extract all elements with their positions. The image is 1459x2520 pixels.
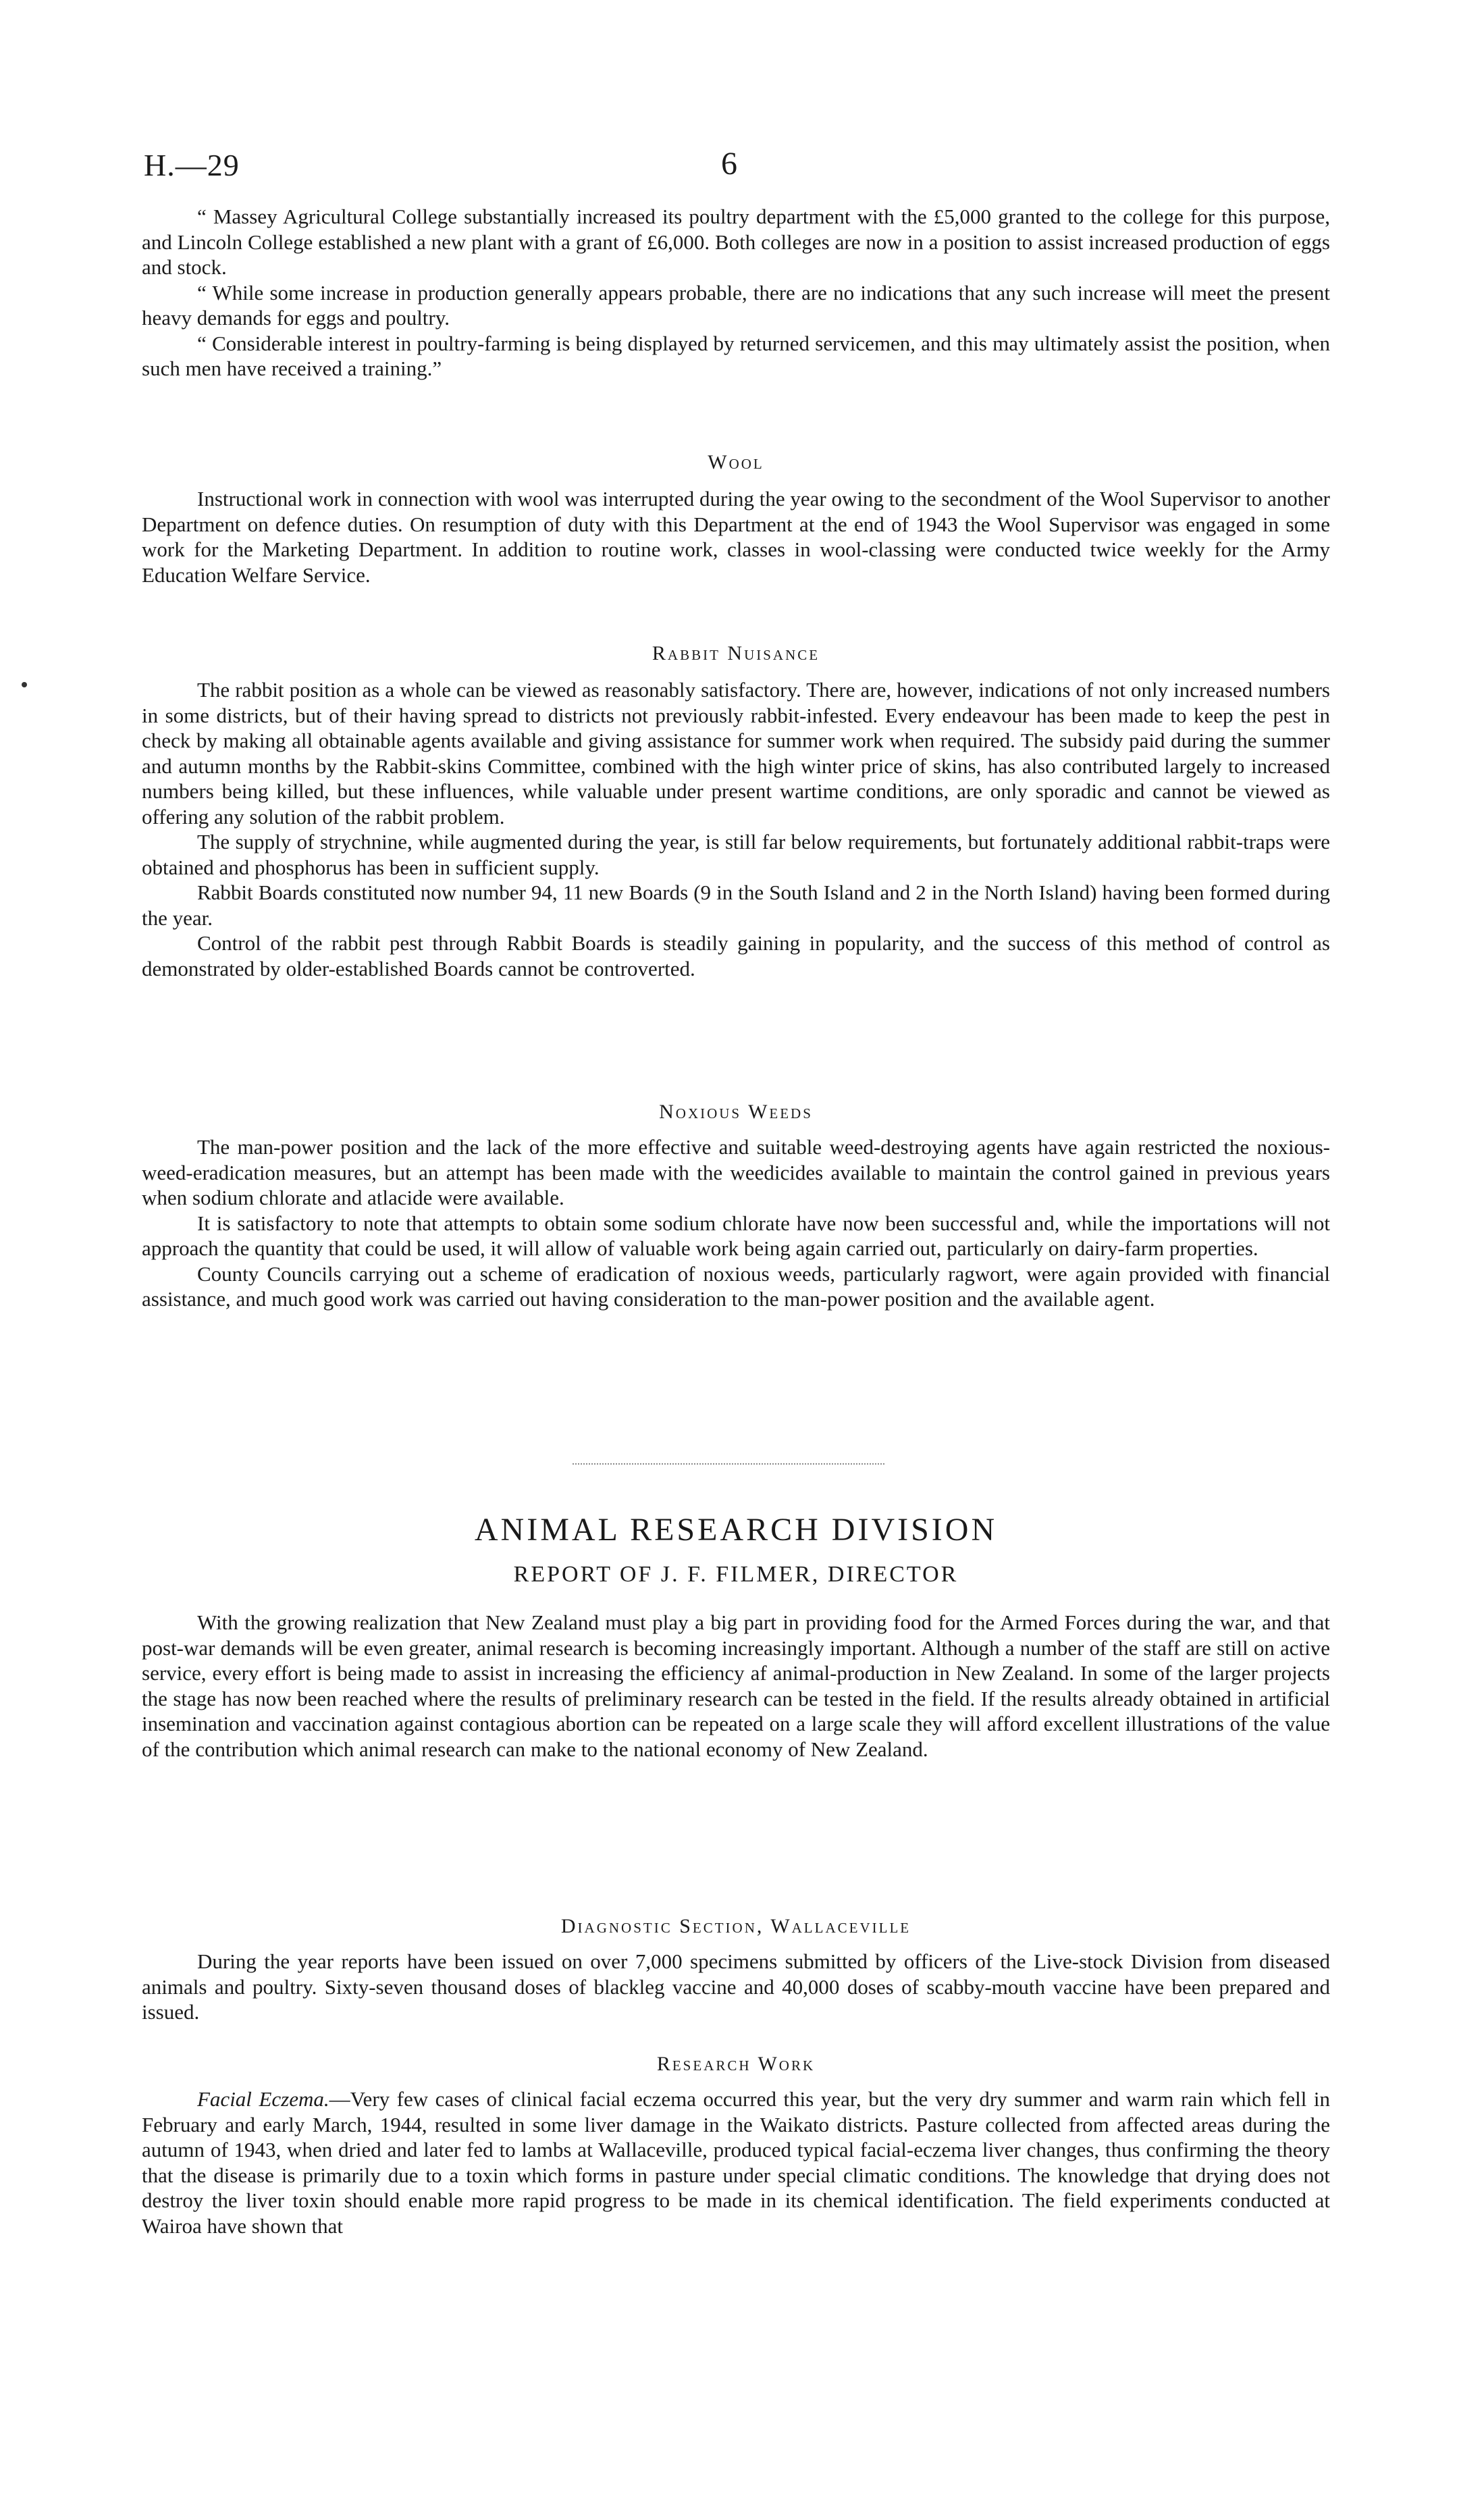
paragraph: With the growing realization that New Zealand must play a big part in providing food for the Armed Forces during the war, and that post-war demands will be even greater, animal research is becoming increasingly important. Although a number of the staff are still on active service, every effort is being made to assist in increasing the efficiency af animal-production in New Zealand. In some of the larger projects the stage has now been reached where the results of preliminary research can be tested in the field. If the results already obtained in artificial insemination and vaccination against contagious abortion can be repeated on a large scale they will afford excellent illustrations of the value of the contribution which animal research can make to the national economy of New Zealand.	[142, 1610, 1330, 1761]
section-heading-weeds: Noxious Weeds	[659, 1101, 813, 1123]
paragraph: County Councils carrying out a scheme of eradication of noxious weeds, particularly ragwort, were again provided with financial assistance, and much good work was carried out having consideration to the man-power position and the available agent.	[142, 1261, 1330, 1311]
section-heading-rabbit: Rabbit Nuisance	[652, 642, 820, 664]
paragraph: Control of the rabbit pest through Rabbit Boards is steadily gaining in popularity, and the success of this method of control as demonstrated by older-established Boards cannot be controverted.	[142, 931, 1330, 980]
paragraph: The supply of strychnine, while augmented during the year, is still far below requirements, but fortunately additional rabbit-traps were obtained and phosphorus has been in sufficient supply.	[142, 830, 1330, 879]
document-reference: H.—29	[144, 148, 240, 182]
paragraph: “ Considerable interest in poultry-farming is being displayed by returned servicemen, and this may ultimately assist the position, when such men have received a training.”	[142, 331, 1330, 380]
wool-section	[142, 486, 1330, 587]
division-section	[142, 1610, 1330, 1762]
paragraph	[142, 2086, 1330, 2238]
weeds-section	[142, 1134, 1330, 1312]
paragraph: The man-power position and the lack of the more effective and suitable weed-destroying agents have again restricted the noxious-weed-eradication measures, but an attempt has been made with the weedicides available to maintain the control gained in previous years when sodium chlorate and atlacide were available.	[142, 1135, 1330, 1209]
paragraph: The rabbit position as a whole can be viewed as reasonably satisfactory. There are, however, indications of not only increased numbers in some districts, but of their having spread to districts not previously rabbit-infested. Every endeavour has been made to keep the pest in check by making all obtainable agents available and giving assistance for summer work when required. The subsidy paid during the summer and autumn months by the Rabbit-skins Committee, combined with the high winter price of skins, has also contributed largely to increased numbers being killed, but these influences, while valuable under present wartime conditions, are only sporadic and cannot be viewed as offering any solution of the rabbit problem.	[142, 678, 1330, 829]
rabbit-section	[142, 677, 1330, 981]
paragraph: “ While some increase in production generally appears probable, there are no indications that any such increase will meet the present heavy demands for eggs and poultry.	[142, 280, 1330, 330]
paragraph: Rabbit Boards constituted now number 94, 11 new Boards (9 in the South Island and 2 in the North Island) having been formed during the year.	[142, 881, 1330, 930]
margin-mark	[22, 682, 27, 687]
paragraph: Instructional work in connection with wool was interrupted during the year owing to the secondment of the Wool Supervisor to another Department on defence duties. On resumption of duty with this Department at the end of 1943 the Wool Supervisor was engaged in some work for the Marketing Department. In addition to routine work, classes in wool-classing were conducted twice weekly for the Army Education Welfare Service.	[142, 487, 1330, 587]
section-divider	[573, 1463, 884, 1465]
section-heading-wool: Wool	[708, 451, 764, 473]
page-number: 6	[721, 146, 737, 182]
division-subtitle: REPORT OF J. F. FILMER, DIRECTOR	[513, 1562, 959, 1587]
research-section	[142, 2086, 1330, 2238]
division-title: ANIMAL RESEARCH DIVISION	[474, 1512, 998, 1548]
section-heading-research: Research Work	[656, 2053, 816, 2075]
paragraph: During the year reports have been issued on over 7,000 specimens submitted by officers of the Live-stock Division from diseased animals and poultry. Sixty-seven thousand doses of blackleg vaccine and 40,000 doses of scabby-mouth vaccine have been prepared and issued.	[142, 1949, 1330, 2024]
poultry-section	[142, 204, 1330, 382]
paragraph-lead-in: Facial Eczema.	[197, 2087, 329, 2111]
diagnostic-section	[142, 1949, 1330, 2025]
section-heading-diagnostic: Diagnostic Section, Wallaceville	[560, 1915, 911, 1937]
paragraph: It is satisfactory to note that attempts to obtain some sodium chlorate have now been successful and, while the importations will not approach the quantity that could be used, it will allow of valuable work being again carried out, particularly on dairy-farm properties.	[142, 1211, 1330, 1260]
paragraph: “ Massey Agricultural College substantially increased its poultry department with the £5,000 granted to the college for this purpose, and Lincoln College established a new plant with a grant of £6,000. Both colleges are now in a position to assist increased production of eggs and stock.	[142, 205, 1330, 279]
paragraph-body: —Very few cases of clinical facial eczema occurred this year, but the very dry summer and warm rain which fell in February and early March, 1944, resulted in some liver damage in the Waikato districts. Pasture collected from affected areas during the autumn of 1943, when dried and later fed to lambs at Wallaceville, produced typical facial-eczema liver changes, thus confirming the theory that the disease is primarily due to a toxin which forms in pasture under special climatic conditions. The knowledge that drying does not destroy the liver toxin should enable more rapid progress to be made in its chemical identification. The field experiments conducted at Wairoa have shown that	[142, 2087, 1330, 2238]
